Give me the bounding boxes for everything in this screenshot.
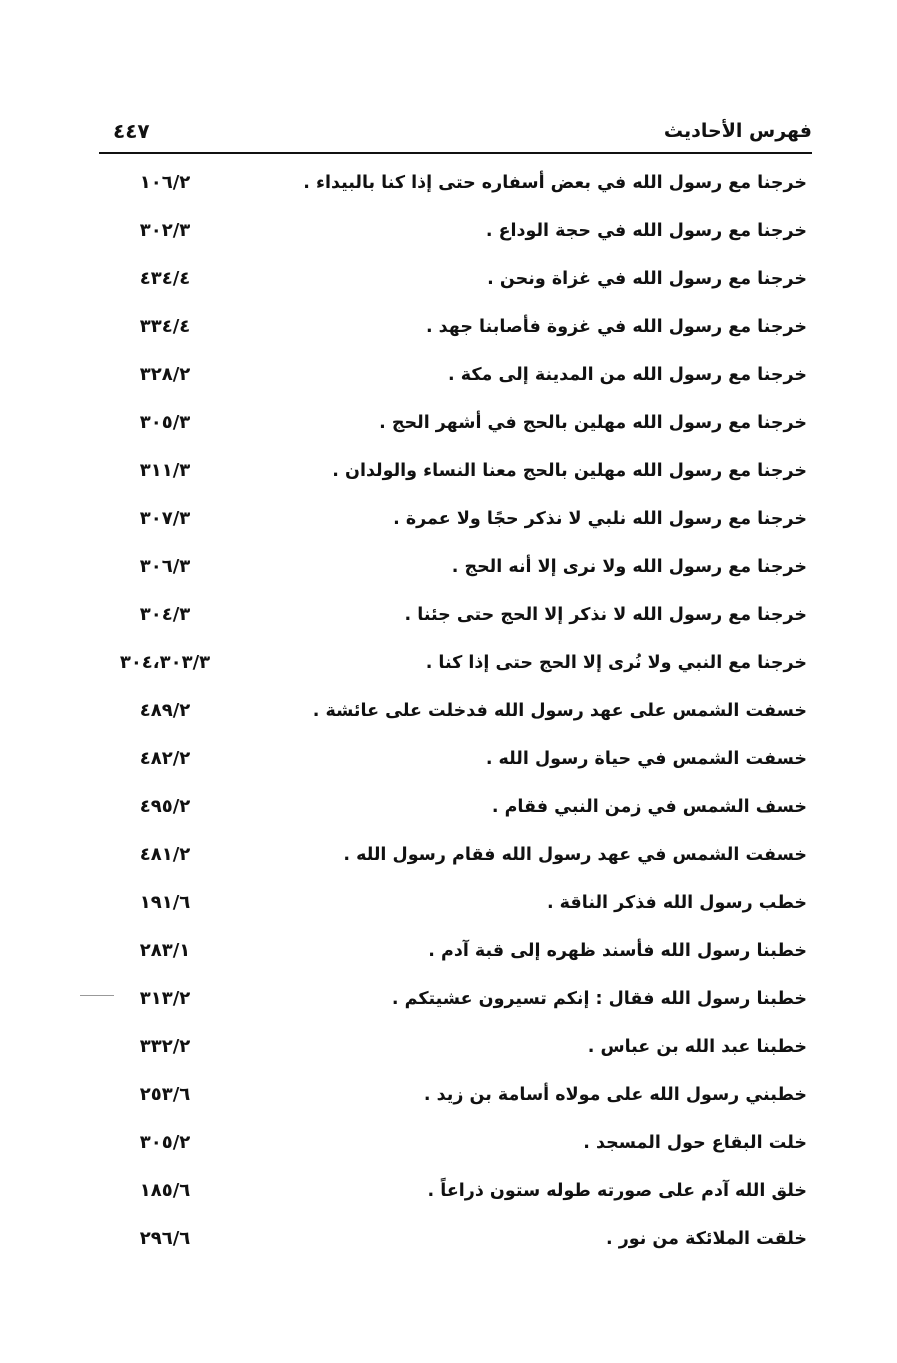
entry-reference: ٢٨٣/١ <box>139 940 191 961</box>
entry-reference: ١٠٦/٢ <box>139 172 191 193</box>
entry-reference: ٣٠٥/٣ <box>139 412 191 433</box>
index-entry <box>90 834 807 882</box>
page-header <box>99 116 812 154</box>
index-entry <box>90 978 807 1026</box>
index-entry <box>90 930 807 978</box>
margin-pencil-mark <box>80 995 114 996</box>
hadith-index-list <box>90 162 807 1266</box>
entry-reference: ٣٠٥/٢ <box>139 1132 191 1153</box>
index-entry <box>90 1170 807 1218</box>
entry-text: خسفت الشمس في حياة رسول الله . <box>485 749 807 769</box>
entry-text: خلقت الملائكة من نور . <box>605 1229 807 1249</box>
entry-text: خلق الله آدم على صورته طوله ستون ذراعاً . <box>427 1181 807 1201</box>
entry-text: خرجنا مع رسول الله في حجة الوداع . <box>485 221 807 241</box>
index-entry <box>90 498 807 546</box>
index-entry <box>90 1074 807 1122</box>
entry-text: خرجنا مع رسول الله في غزوة فأصابنا جهد . <box>425 317 807 337</box>
entry-reference: ٤٨٩/٢ <box>139 700 191 721</box>
entry-reference: ٣٢٨/٢ <box>139 364 191 385</box>
entry-reference: ٣٠٦/٣ <box>139 556 191 577</box>
index-entry <box>90 690 807 738</box>
index-entry <box>90 162 807 210</box>
entry-text: خرجنا مع رسول الله من المدينة إلى مكة . <box>448 365 807 385</box>
entry-text: خطبني رسول الله على مولاه أسامة بن زيد . <box>423 1085 807 1105</box>
entry-reference: ٣٠٤/٣ <box>139 604 191 625</box>
entry-text: خطبنا عبد الله بن عباس . <box>587 1037 807 1057</box>
running-title: فهرس الأحاديث <box>663 120 812 142</box>
entry-reference: ٤٩٥/٢ <box>139 796 191 817</box>
index-entry <box>90 786 807 834</box>
entry-text: خلت البقاع حول المسجد . <box>583 1133 807 1153</box>
entry-reference: ٢٥٣/٦ <box>139 1084 191 1105</box>
entry-reference: ٣٣٢/٢ <box>139 1036 191 1057</box>
index-entry <box>90 354 807 402</box>
index-entry <box>90 306 807 354</box>
entry-text: خسفت الشمس على عهد رسول الله فدخلت على عائشة . <box>312 701 807 721</box>
index-entry <box>90 642 807 690</box>
entry-text: خرجنا مع النبي ولا نُرى إلا الحج حتى إذا كنا . <box>425 653 807 673</box>
entry-text: خطبنا رسول الله فأسند ظهره إلى قبة آدم . <box>428 941 807 961</box>
entry-text: خسفت الشمس في عهد رسول الله فقام رسول الله . <box>343 845 807 865</box>
entry-reference: ١٩١/٦ <box>139 892 191 913</box>
index-entry <box>90 210 807 258</box>
entry-reference: ٣٠٧/٣ <box>139 508 191 529</box>
index-entry <box>90 1026 807 1074</box>
entry-text: خرجنا مع رسول الله مهلين بالحج في أشهر الحج . <box>379 413 807 433</box>
entry-reference: ٤٣٤/٤ <box>139 268 191 289</box>
entry-text: خرجنا مع رسول الله في بعض أسفاره حتى إذا كنا بالبيداء . <box>303 173 807 193</box>
index-entry <box>90 594 807 642</box>
entry-reference: ٣١٣/٢ <box>139 988 191 1009</box>
entry-text: خرجنا مع رسول الله مهلين بالحج معنا النساء والولدان . <box>332 461 807 481</box>
entry-reference: ٣٠٢/٣ <box>139 220 191 241</box>
index-entry <box>90 1218 807 1266</box>
entry-text: خسف الشمس في زمن النبي فقام . <box>491 797 807 817</box>
entry-reference: ١٨٥/٦ <box>139 1180 191 1201</box>
entry-reference: ٤٨٢/٢ <box>139 748 191 769</box>
index-entry <box>90 882 807 930</box>
entry-reference: ٣٠٤،٣٠٣/٣ <box>119 652 211 673</box>
entry-reference: ٤٨١/٢ <box>139 844 191 865</box>
entry-reference: ٢٩٦/٦ <box>139 1228 191 1249</box>
page-number: ٤٤٧ <box>113 119 150 143</box>
entry-text: خرجنا مع رسول الله ولا نرى إلا أنه الحج . <box>451 557 807 577</box>
entry-text: خرجنا مع رسول الله لا نذكر إلا الحج حتى جئنا . <box>404 605 807 625</box>
index-entry <box>90 258 807 306</box>
entry-text: خطب رسول الله فذكر الناقة . <box>546 893 807 913</box>
entry-reference: ٣١١/٣ <box>139 460 191 481</box>
index-entry <box>90 546 807 594</box>
index-entry <box>90 1122 807 1170</box>
entry-text: خرجنا مع رسول الله نلبي لا نذكر حجًا ولا عمرة . <box>393 509 807 529</box>
entry-text: خرجنا مع رسول الله في غزاة ونحن . <box>487 269 807 289</box>
entry-reference: ٣٣٤/٤ <box>139 316 191 337</box>
entry-text: خطبنا رسول الله فقال : إنكم تسيرون عشيتكم . <box>391 989 807 1009</box>
index-entry <box>90 738 807 786</box>
index-entry <box>90 402 807 450</box>
index-entry <box>90 450 807 498</box>
